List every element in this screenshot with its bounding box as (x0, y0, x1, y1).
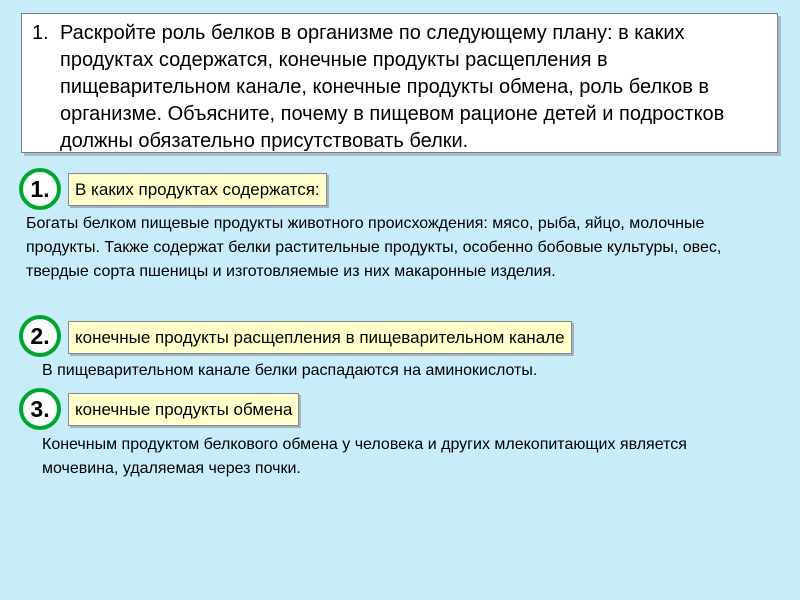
section-2-label: конечные продукты расщепления в пищеварительном канале (68, 321, 572, 354)
section-3-answer: Конечным продуктом белкового обмена у человека и других млекопитающих является мочевина, удаляемая через почки. (42, 436, 687, 477)
task-text: Раскройте роль белков в организме по следующему плану: в каких продуктах содержатся, конечные продукты расщепления в пищеварительном канале, конечные продукты обмена, роль белков в организме. Объясните, почему в пищевом рационе детей и подростков должны обязательно присутствовать белки. (60, 22, 725, 152)
section-2-answer: В пищеварительном канале белки распадаются на аминокислоты. (42, 362, 538, 379)
task-box (21, 13, 778, 153)
section-1-badge: 1. (19, 168, 61, 210)
section-1-label: В каких продуктах содержатся: (68, 173, 327, 206)
section-2-badge: 2. (19, 315, 61, 357)
section-3-badge: 3. (19, 388, 61, 430)
section-1-answer: Богаты белком пищевые продукты животного происхождения: мясо, рыба, яйцо, молочные продукты. Также содержат белки растительные продукты, особенно бобовые культуры, овес, твердые сорта пшеницы и изготовляемые из них макаронные изделия. (26, 215, 722, 280)
section-3-label: конечные продукты обмена (68, 393, 299, 426)
task-number: 1. (32, 22, 49, 44)
